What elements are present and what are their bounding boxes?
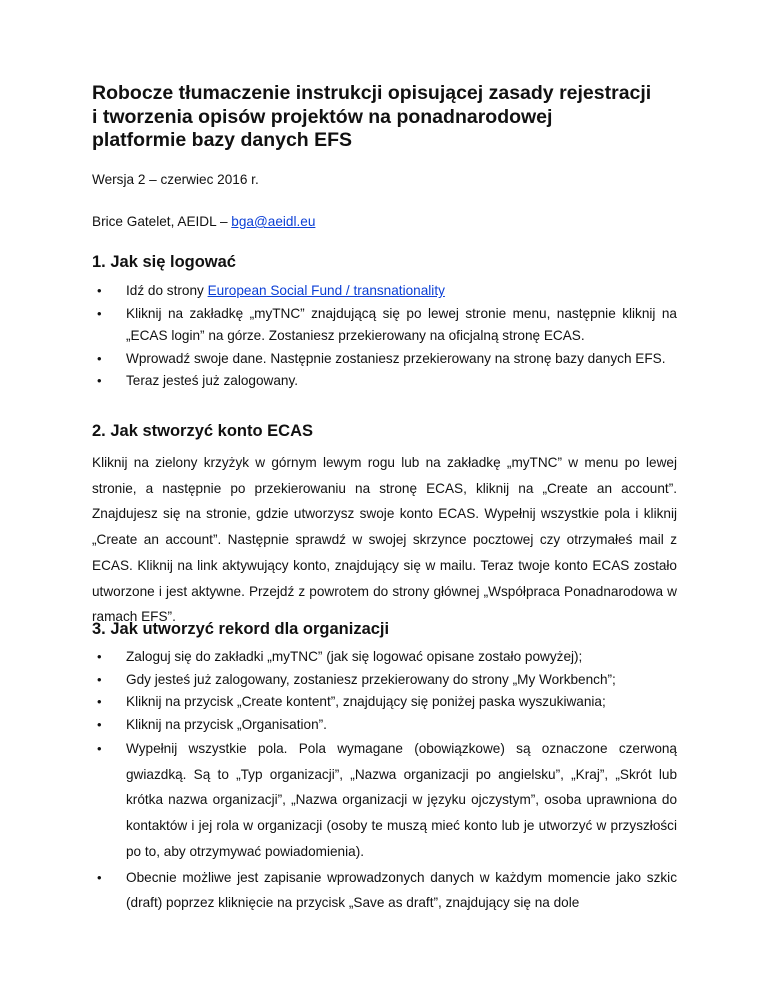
author-line (92, 214, 315, 229)
bullet-icon: • (97, 373, 102, 388)
list-item: • Gdy jesteś już zalogowany, zostaniesz przekierowany do strony „My Workbench”; (92, 669, 677, 692)
list-item: • Kliknij na przycisk „Create kontent”, znajdujący się poniżej paska wyszukiwania; (92, 691, 677, 714)
section-1-heading: 1. Jak się logować (92, 253, 236, 271)
esf-transnationality-link[interactable]: European Social Fund / transnationality (207, 283, 445, 298)
section-2-paragraph: Kliknij na zielony krzyżyk w górnym lewym rogu lub na zakładkę „myTNC” w menu po lewej stronie, a następnie po przekierowaniu na stronę ECAS, kliknij na „Create an account”. Znajdujesz się na stronie, gdzie utworzysz swoje konto ECAS. Wypełnij wszystkie pola i kliknij „Create an account”. Następnie sprawdź w swojej skrzynce pocztowej czy otrzymałeś mail z ECAS. Kliknij na link aktywujący konto, znajdujący się w mailu. Teraz twoje konto ECAS zostało utworzone i jest aktywne. Przejdź z powrotem do strony głównej „Współpraca Ponadnarodowa w ramach EFS”. (92, 455, 677, 625)
bullet-icon: • (97, 694, 102, 709)
section-1-list (92, 280, 677, 393)
section-3-list (92, 646, 677, 916)
section-3-heading: 3. Jak utworzyć rekord dla organizacji (92, 620, 390, 638)
bullet-icon: • (97, 649, 102, 664)
bullet-icon: • (97, 283, 102, 298)
list-item: • Kliknij na przycisk „Organisation”. (92, 714, 677, 737)
bullet-icon: • (97, 869, 102, 885)
list-item: • Wypełnij wszystkie pola. Pola wymagane (obowiązkowe) są oznaczone czerwoną gwiazdką. Są to „Typ organizacji”, „Nazwa organizacji po angielsku”, „Kraj”, „Skrót lub krótka nazwa organizacji”, „Nazwa organizacji w języku ojczystym”, osoba uprawniona do kontaktów i jej rola w organizacji (osoby te muszą mieć konto lub je utworzyć w przyszłości po to, aby otrzymywać powiadomienia). (92, 736, 677, 865)
author-name: Brice Gatelet, AEIDL – (92, 214, 232, 229)
list-item: • Wprowadź swoje dane. Następnie zostaniesz przekierowany na stronę bazy danych EFS. (92, 348, 677, 371)
bullet-icon: • (97, 671, 102, 687)
bullet-icon: • (97, 741, 102, 756)
list-item: • Teraz jesteś już zalogowany. (92, 370, 677, 393)
version-line: Wersja 2 – czerwiec 2016 r. (92, 172, 259, 187)
bullet-icon: • (97, 350, 102, 366)
bullet-icon: • (97, 305, 102, 321)
author-email-link[interactable]: bga@aeidl.eu (231, 214, 316, 229)
list-item: • Idź do strony European Social Fund / transnationality (92, 280, 677, 303)
section-2-heading: 2. Jak stworzyć konto ECAS (92, 422, 313, 440)
bullet-icon: • (97, 716, 102, 732)
list-item: • Kliknij na zakładkę „myTNC” znajdującą się po lewej stronie menu, następnie kliknij na „ECAS login” na górze. Zostaniesz przekierowany na oficjalną stronę ECAS. (92, 303, 677, 348)
document-title: Robocze tłumaczenie instrukcji opisującej zasady rejestracji i tworzenia opisów projektów na ponadnarodowej platformie bazy danych EFS (92, 82, 652, 151)
list-item: • Zaloguj się do zakładki „myTNC” (jak się logować opisane zostało powyżej); (92, 646, 677, 669)
list-item: • Obecnie możliwe jest zapisanie wprowadzonych danych w każdym momencie jako szkic (draft) poprzez kliknięcie na przycisk „Save as draft”, znajdujący się na dole (92, 865, 677, 916)
